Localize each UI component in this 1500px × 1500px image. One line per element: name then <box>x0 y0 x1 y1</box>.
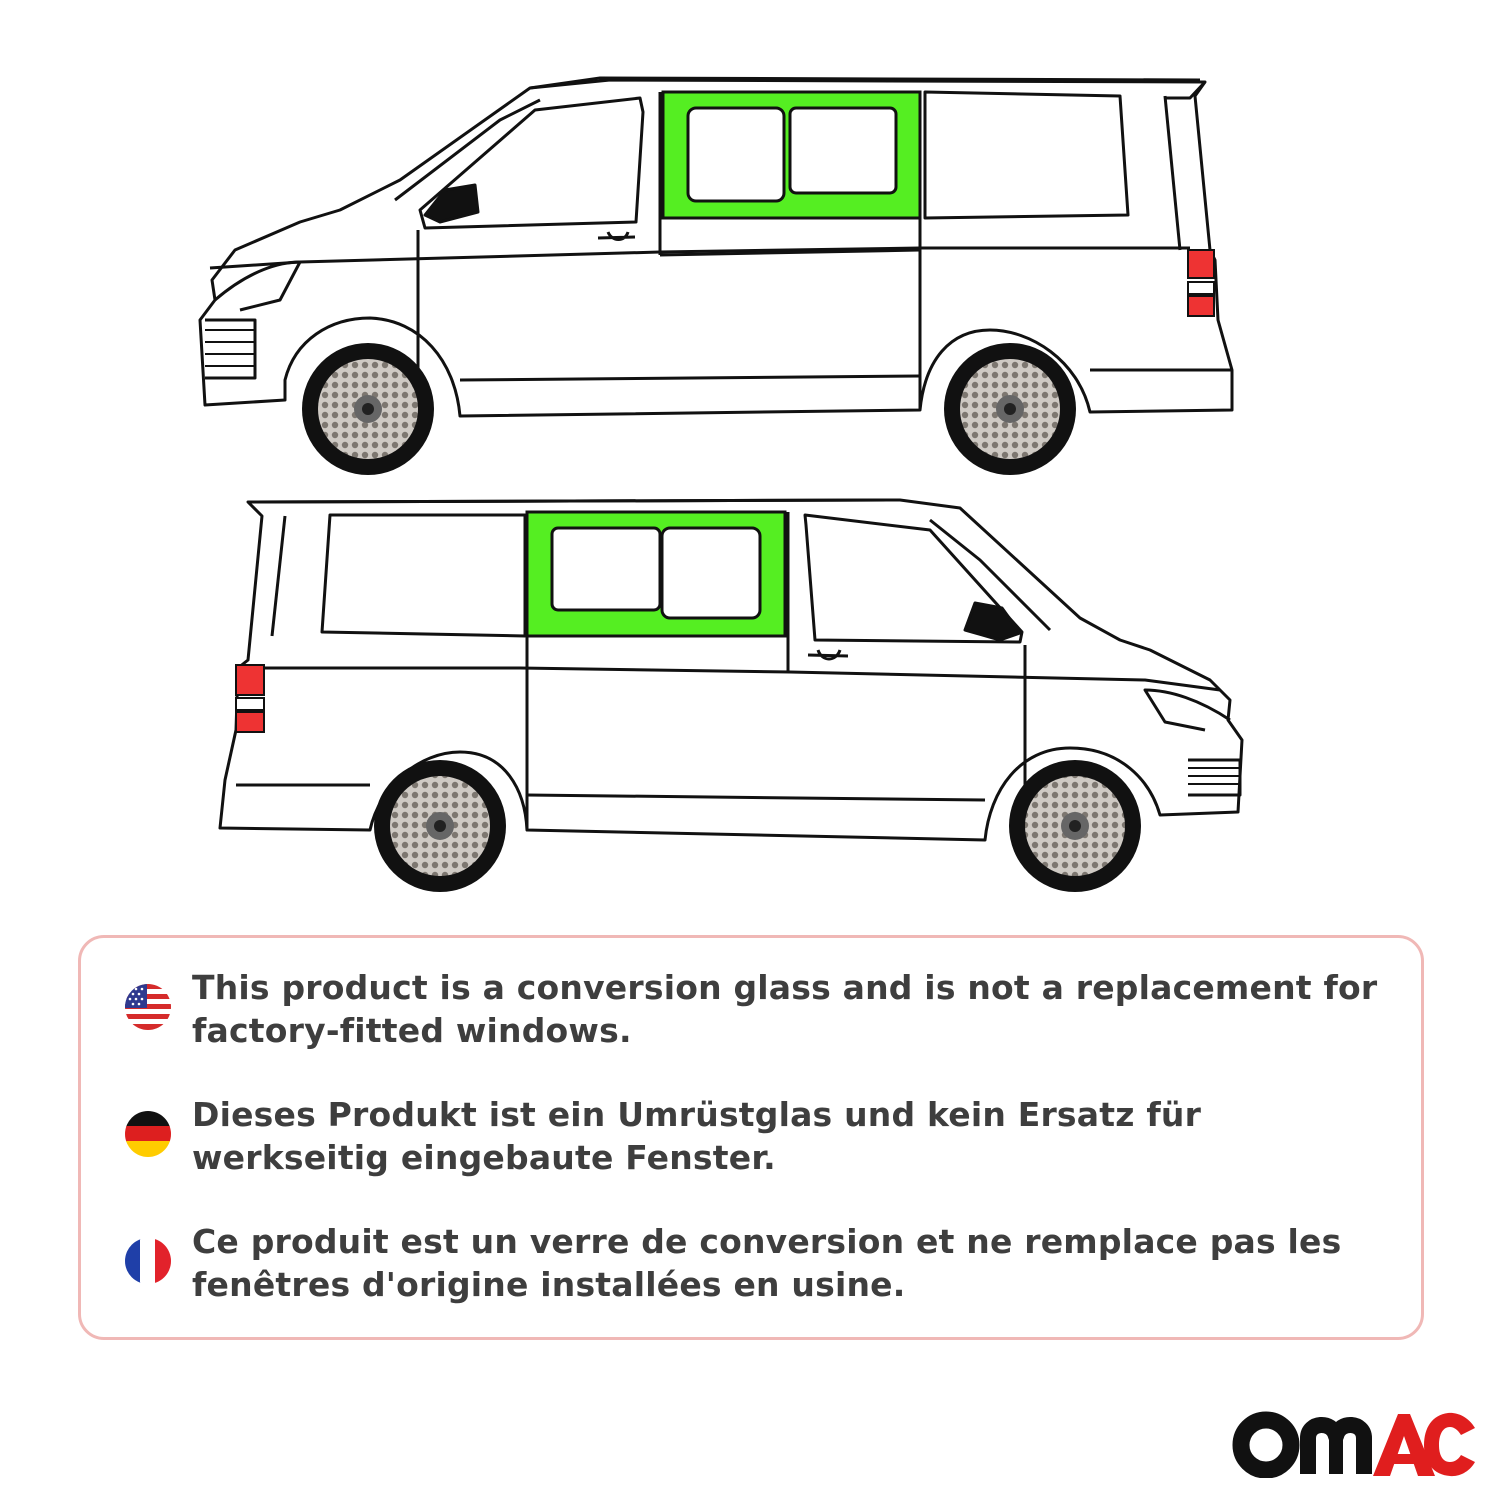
rear-side-window <box>322 515 525 636</box>
van-diagram-left-facing <box>0 60 1500 490</box>
rear-wheel <box>944 343 1076 475</box>
germany-flag-icon <box>125 1111 171 1157</box>
france-flag-icon <box>125 1238 171 1284</box>
notice-text-german: Dieses Produkt ist ein Umrüstglas und kein Ersatz für werkseitig eingebaute Fenster. <box>192 1095 1202 1177</box>
van-diagram-right-facing <box>0 485 1500 905</box>
sliding-door-window-highlight <box>663 92 920 218</box>
side-mirror <box>425 185 478 222</box>
side-mirror <box>965 603 1020 640</box>
us-flag-icon <box>125 984 171 1030</box>
notice-text-french: Ce produit est un verre de conversion et ne remplace pas les fenêtres d'origine installées en usine. <box>192 1222 1342 1304</box>
door-handle <box>598 232 635 240</box>
tail-light <box>236 665 264 732</box>
tail-light <box>1188 250 1214 316</box>
notice-box <box>78 935 1424 1340</box>
notice-french <box>125 1220 1391 1306</box>
notice-german <box>125 1093 1391 1179</box>
omac-logo <box>1232 1408 1477 1478</box>
front-wheel <box>302 343 434 475</box>
door-handle <box>808 650 848 659</box>
front-wheel <box>1009 760 1141 892</box>
rear-side-window <box>925 92 1128 218</box>
notice-text-english: This product is a conversion glass and is not a replacement for factory-fitted windows. <box>192 968 1378 1050</box>
rear-wheel <box>374 760 506 892</box>
notice-english <box>125 966 1391 1052</box>
sliding-door-window-highlight <box>527 512 785 636</box>
